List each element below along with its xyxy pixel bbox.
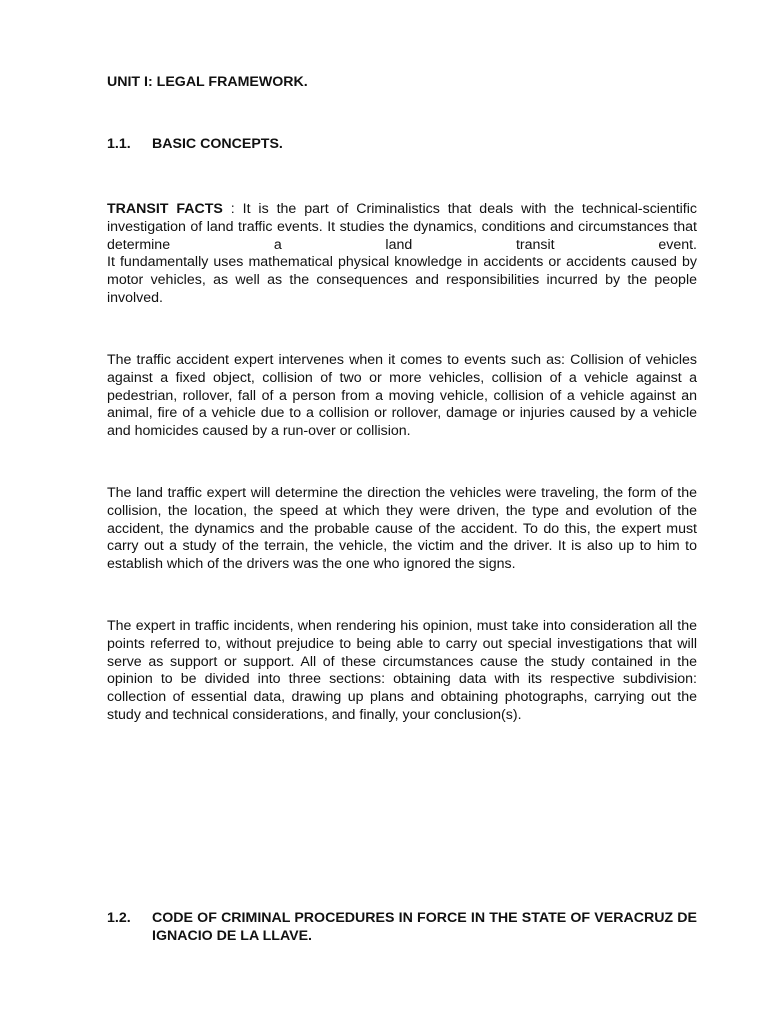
transit-facts-definition: : It is the part of Criminalistics that deals with the technical-scientific investigation of land traffic events. It studies the dynamics, conditions and circumstances that determine a land transit event. bbox=[107, 201, 697, 253]
section-1-1-number: 1.1. bbox=[107, 136, 131, 152]
transit-facts-term: TRANSIT FACTS bbox=[107, 201, 223, 217]
section-1-1-title: BASIC CONCEPTS. bbox=[152, 136, 283, 152]
section-1-2-heading bbox=[107, 910, 697, 946]
paragraph-expert-opinion: The expert in traffic incidents, when rendering his opinion, must take into consideration all the points referred to, without prejudice to being able to carry out special investigations that will serve as support or support. All of these circumstances cause the study contained in the opinion to be divided into three sections: obtaining data with its respective subdivision: collection of essential data, drawing up plans and obtaining photographs, carrying out the study and technical considerations, and finally, your conclusion(s). bbox=[107, 618, 697, 723]
paragraph-land-traffic-expert: The land traffic expert will determine the direction the vehicles were traveling, the form of the collision, the location, the speed at which they were driven, the type and evolution of the accident, the dynamics and the probable cause of the accident. To do this, the expert must carry out a study of the terrain, the vehicle, the victim and the driver. It is also up to him to establish which of the drivers was the one who ignored the signs. bbox=[107, 485, 697, 573]
unit-title: UNIT I: LEGAL FRAMEWORK. bbox=[107, 74, 308, 90]
transit-facts-intro bbox=[107, 201, 697, 254]
paragraph-expert-intervenes: The traffic accident expert intervenes when it comes to events such as: Collision of vehicles against a fixed object, collision of two or more vehicles, collision of a vehicle against a pedestrian, rollover, fall of a person from a moving vehicle, collision of a vehicle against an animal, fire of a vehicle due to a collision or rollover, damage or injuries caused by a vehicle and homicides caused by a run-over or collision. bbox=[107, 352, 697, 440]
transit-facts-second-sentence: It fundamentally uses mathematical physical knowledge in accidents or accidents caused by motor vehicles, as well as the consequences and responsibilities incurred by the people involved. bbox=[107, 254, 697, 306]
section-1-2-number: 1.2. bbox=[107, 910, 131, 926]
transit-facts-paragraph bbox=[107, 201, 697, 308]
section-1-2-title: CODE OF CRIMINAL PROCEDURES IN FORCE IN THE STATE OF VERACRUZ DE IGNACIO DE LA LLAVE. bbox=[152, 910, 697, 944]
section-1-1-heading bbox=[107, 136, 697, 154]
